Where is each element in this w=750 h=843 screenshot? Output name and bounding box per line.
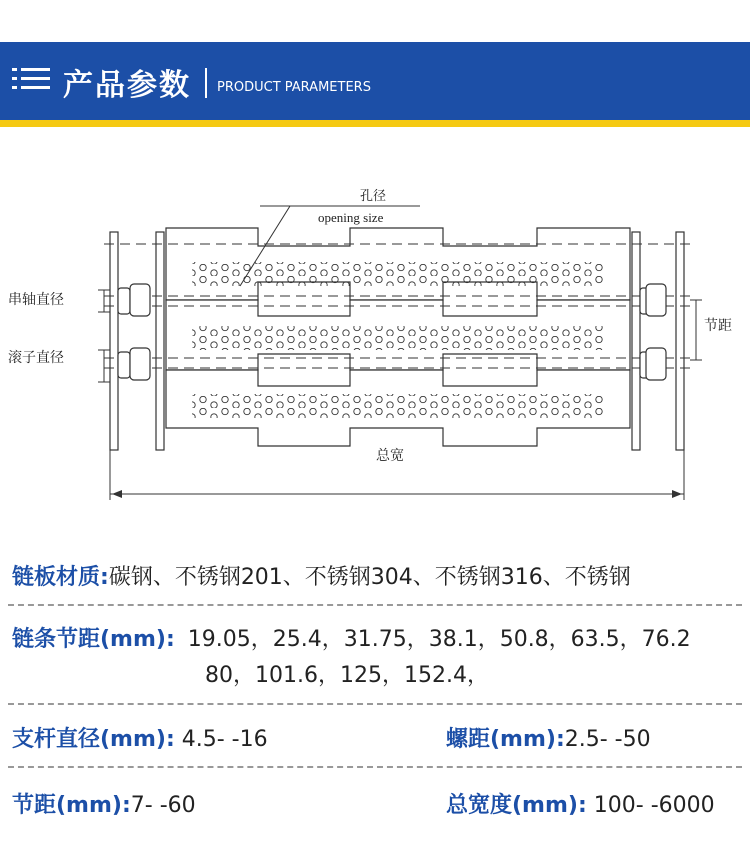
chain-pitch-values-2: 80，101.6，125，152.4，	[205, 663, 489, 688]
node-pitch-value: 7- -60	[130, 793, 196, 818]
roller-diameter-label: 滚子直径	[8, 350, 64, 366]
chain-pitch-label: 链条节距(mm):	[12, 627, 175, 652]
screw-pitch-label: 螺距(mm):	[446, 727, 565, 752]
chain-pitch-row	[12, 622, 691, 653]
screw-pitch-value: 2.5- -50	[564, 727, 651, 752]
pitch-label: 节距	[704, 318, 732, 334]
total-width-param-label: 总宽度(mm):	[446, 793, 587, 818]
divider	[8, 703, 742, 705]
header-accent-stripe	[0, 120, 750, 127]
shaft-diameter-label: 串轴直径	[8, 292, 64, 308]
list-icon	[12, 62, 50, 96]
material-row	[12, 560, 631, 591]
divider	[8, 766, 742, 768]
material-value: 碳钢、不锈钢201、不锈钢304、不锈钢316、不锈钢	[108, 565, 631, 590]
hole-diameter-label: 孔径	[360, 189, 387, 204]
total-width-label: 总宽	[376, 448, 404, 464]
node-pitch-row	[12, 788, 196, 819]
opening-size-label: opening size	[318, 210, 384, 225]
total-width-row	[446, 788, 715, 819]
divider	[8, 604, 742, 606]
total-width-value: 100- -6000	[593, 793, 715, 818]
title-divider	[205, 68, 207, 98]
rod-diameter-row	[12, 722, 268, 753]
material-label: 链板材质:	[12, 565, 109, 590]
section-subtitle: PRODUCT PARAMETERS	[217, 80, 371, 95]
mesh-belt-diagram	[0, 170, 750, 510]
rod-diameter-label: 支杆直径(mm):	[12, 727, 175, 752]
rod-diameter-value: 4.5- -16	[181, 727, 268, 752]
node-pitch-label: 节距(mm):	[12, 793, 131, 818]
chain-pitch-values-1: 19.05，25.4，31.75，38.1，50.8，63.5，76.2	[187, 627, 691, 652]
screw-pitch-row	[446, 722, 651, 753]
section-title: 产品参数	[63, 68, 191, 103]
